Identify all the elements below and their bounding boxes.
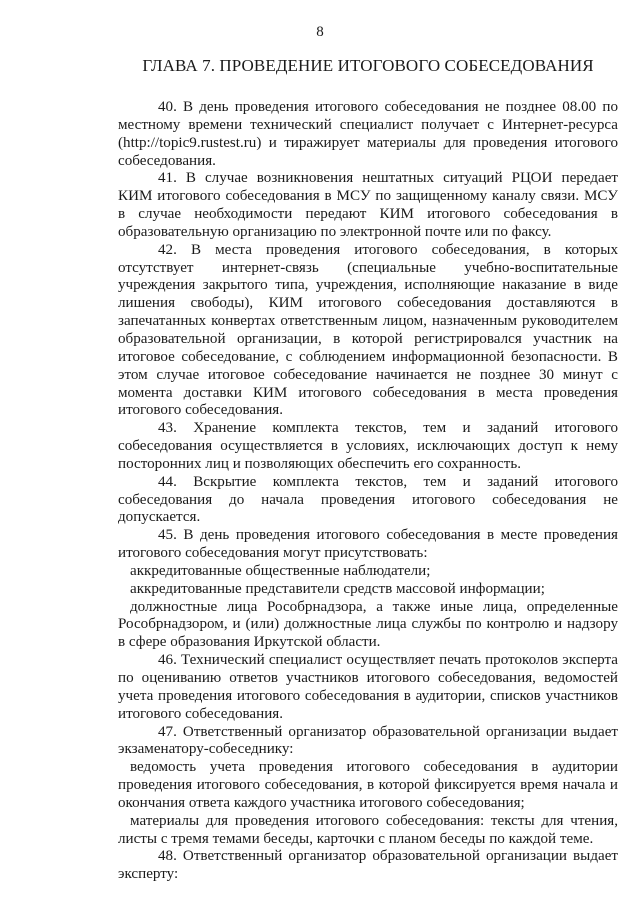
paragraph-45: 45. В день проведения итогового собеседования в месте проведения итогового собеседования могут присутствовать:	[118, 527, 618, 562]
list-item-officials: должностные лица Рособрнадзора, а также иные лица, определенные Рособрнадзором, и (или) должностные лица службы по контролю и надзору в сфере образования Иркутской области.	[118, 598, 618, 651]
list-item-materials: материалы для проведения итогового собеседования: тексты для чтения, листы с тремя темами беседы, карточки с планом беседы по каждой теме.	[118, 812, 618, 847]
document-body	[118, 99, 618, 884]
paragraph-44: 44. Вскрытие комплекта текстов, тем и заданий итогового собеседования до начала проведения итогового собеседования не допускается.	[118, 473, 618, 526]
paragraph-43: 43. Хранение комплекта текстов, тем и заданий итогового собеседования осуществляется в условиях, исключающих доступ к нему посторонних лиц и позволяющих обеспечить его сохранность.	[118, 420, 618, 472]
paragraph-41: 41. В случае возникновения нештатных ситуаций РЦОИ передает КИМ итогового собеседования в МСУ по защищенному каналу связи. МСУ в случае необходимости передают КИМ итогового собеседования в образовательную организацию по электронной почте или по факсу.	[118, 170, 618, 240]
chapter-title: ГЛАВА 7. ПРОВЕДЕНИЕ ИТОГОВОГО СОБЕСЕДОВАНИЯ	[142, 56, 594, 75]
page-number: 8	[316, 24, 324, 40]
list-item-observers: аккредитованные общественные наблюдатели;	[130, 562, 431, 579]
list-item-media: аккредитованные представители средств массовой информации;	[130, 580, 545, 597]
paragraph-46: 46. Технический специалист осуществляет печать протоколов эксперта по оцениванию ответов участников итогового собеседования, ведомостей учета проведения итогового собеседования в аудитории, списков участников итогового собеседования.	[118, 652, 618, 722]
paragraph-48: 48. Ответственный организатор образовательной организации выдает эксперту:	[118, 848, 618, 883]
paragraph-40: 40. В день проведения итогового собеседования не позднее 08.00 по местному времени технический специалист получает с Интернет-ресурса (http://topic9.rustest.ru) и тиражирует материалы для проведения итогового собеседования.	[118, 99, 618, 169]
paragraph-47: 47. Ответственный организатор образовательной организации выдает экзаменатору-собеседнику:	[118, 723, 618, 758]
list-item-record-sheet: ведомость учета проведения итогового собеседования в аудитории проведения итогового собеседования, в которой фиксируется время начала и окончания ответа каждого участника итогового собеседования;	[118, 759, 618, 811]
paragraph-42: 42. В места проведения итогового собеседования, в которых отсутствует интернет-связь (специальные учебно-воспитательные учреждения закрытого типа, учреждения, исполняющие наказание в виде лишения свободы), КИМ итогового собеседования доставляются в запечатанных конвертах ответственным лицом, назначенным руководителем образовательной организации, в которой регистрировался участник на итоговое собеседование, с соблюдением информационной безопасности. В этом случае итоговое собеседование начинается не позднее 30 минут с момента доставки КИМ итогового собеседования в места проведения итогового собеседования.	[118, 241, 618, 419]
